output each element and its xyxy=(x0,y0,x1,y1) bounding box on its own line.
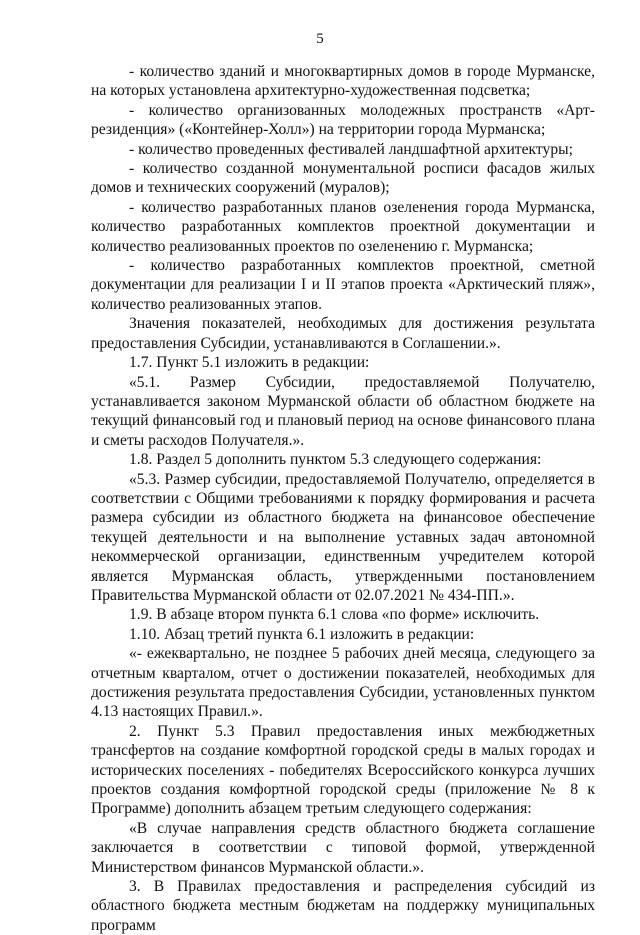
paragraph: - количество созданной монументальной росписи фасадов жилых домов и технических сооружений (муралов); xyxy=(91,160,595,197)
paragraph: - количество разработанных планов озеленения города Мурманска, количество разработанных комплектов проектной документации и количество реализованных проектов по озеленению г. Мурманска; xyxy=(91,198,595,255)
paragraph: - количество организованных молодежных пространств «Арт-резиденция» («Контейнер-Холл») на территории города Мурманска; xyxy=(91,101,595,139)
paragraph: 1.8. Раздел 5 дополнить пунктом 5.3 следующего содержания: xyxy=(129,451,542,469)
paragraph: - количество проведенных фестивалей ландшафтной архитектуры; xyxy=(129,140,573,158)
paragraph: «В случае направления средств областного бюджета соглашение заключается в соответствии с типовой формой, утвержденной Министерством финансов Мурманской области.». xyxy=(91,819,595,876)
paragraph: «5.3. Размер субсидии, предоставляемой Получателю, определяется в соответствии с Общими требованиями к порядку формирования и расчета размера субсидии из областного бюджета на финансовое обеспечение текущей деятельности и на выполнение уставных задач автономной некоммерческой организации, единственным учредителем которой является Мурманская область, утвержденными постановлением Правительства Мурманской области от 02.07.2021 № 434-ПП.». xyxy=(91,470,595,604)
paragraph: 1.7. Пункт 5.1 изложить в редакции: xyxy=(129,354,370,372)
paragraph: Значения показателей, необходимых для достижения результата предоставления Субсидии, устанавливаются в Соглашении.». xyxy=(91,315,595,352)
paragraph: «5.1. Размер Субсидии, предоставляемой Получателю, устанавливается законом Мурманской области об областном бюджете на текущий финансовый год и плановый период на основе финансового плана и сметы расходов Получателя.». xyxy=(91,373,595,449)
paragraph: 2. Пункт 5.3 Правил предоставления иных межбюджетных трансфертов на создание комфортной городской среды в малых городах и исторических поселениях - победителях Всероссийского конкурса лучших проектов создания комфортной городской среды (приложение № 8 к Программе) дополнить абзацем третьим следующего содержания: xyxy=(91,722,595,818)
paragraph: - количество зданий и многоквартирных домов в городе Мурманске, на которых установлена архитектурно-художественная подсветка; xyxy=(91,63,595,100)
paragraph: 1.10. Абзац третий пункта 6.1 изложить в редакции: xyxy=(129,625,475,643)
page-number: 5 xyxy=(316,31,324,47)
paragraph: 1.9. В абзаце втором пункта 6.1 слова «по форме» исключить. xyxy=(129,606,540,624)
paragraph: - количество разработанных комплектов проектной, сметной документации для реализации I и II этапов проекта «Арктический пляж», количество реализованных этапов. xyxy=(91,257,595,313)
paragraph: «- ежеквартально, не позднее 5 рабочих дней месяца, следующего за отчетным кварталом, отчет о достижении показателей, необходимых для достижения результата предоставления Субсидии, установленных пунктом 4.13 настоящих Правил.». xyxy=(91,645,595,721)
document-body xyxy=(91,62,595,935)
paragraph: 3. В Правилах предоставления и распределения субсидий из областного бюджета местным бюджетам на поддержку муниципальных программ xyxy=(91,878,595,934)
